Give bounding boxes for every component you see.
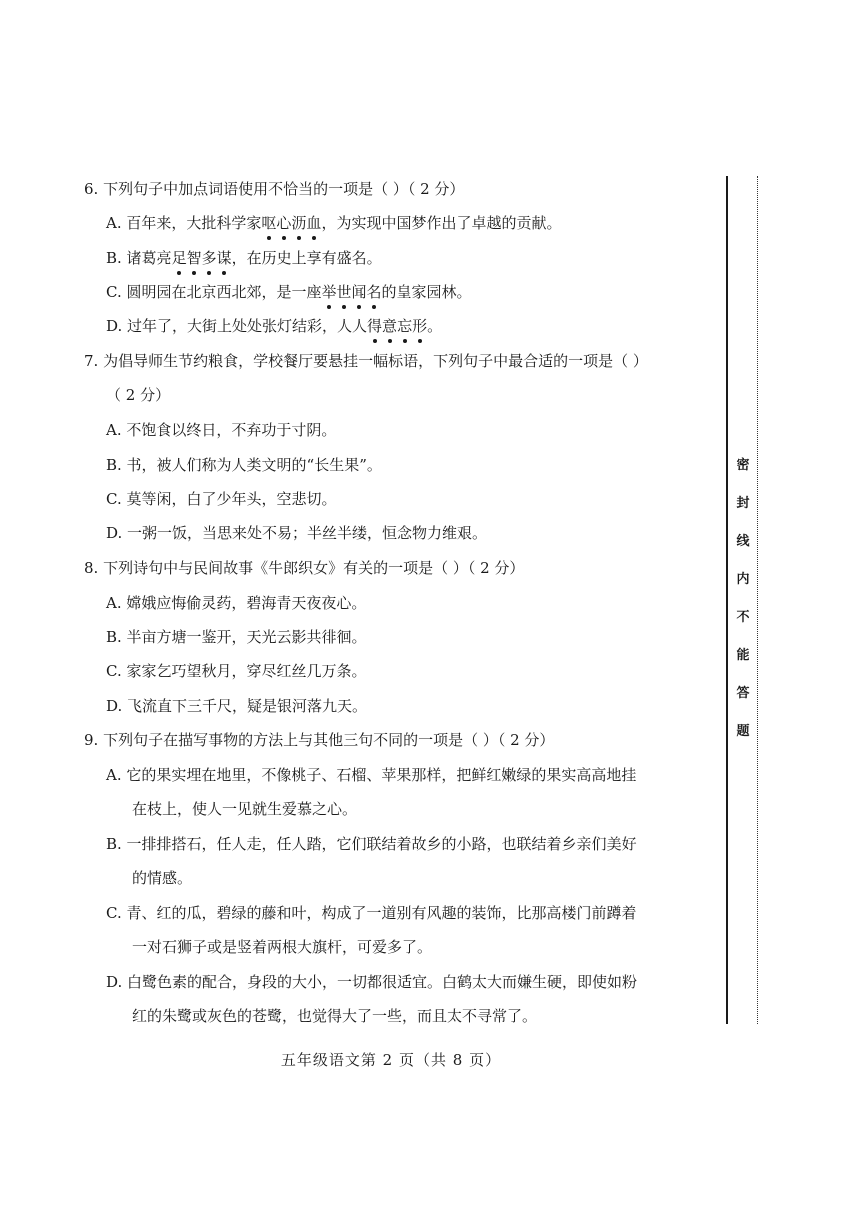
emphasis-dot-char: 多 xyxy=(201,249,217,267)
emphasized-phrase xyxy=(367,317,427,335)
seal-char: 封 xyxy=(736,496,750,511)
emphasis-dot-char: 形 xyxy=(412,317,428,335)
question-8-option-b: B. 半亩方塘一鉴开，天光云影共徘徊。 xyxy=(106,628,367,646)
seal-line-dotted xyxy=(757,176,758,1024)
page-footer: 五年级语文第 2 页（共 8 页） xyxy=(280,1051,502,1069)
question-9-option-c: C. 青、红的瓜，碧绿的藤和叶，构成了一道别有风趣的装饰，比那高楼门前蹲着 xyxy=(106,904,637,922)
question-7-option-b: B. 书，被人们称为人类文明的“长生果”。 xyxy=(106,456,382,474)
question-7-stem: 7. 为倡导师生节约粮食，学校餐厅要悬挂一幅标语，下列句子中最合适的一项是（ ） xyxy=(84,352,648,370)
seal-char: 密 xyxy=(736,458,750,473)
emphasis-dot-char: 闻 xyxy=(351,283,367,301)
question-6-option-c: C. 圆明园在北京西北郊，是一座举世闻名的皇家园林。 xyxy=(106,283,472,301)
seal-line-solid xyxy=(726,176,728,1024)
emphasized-phrase xyxy=(172,249,232,267)
question-8-stem: 8. 下列诗句中与民间故事《牛郎织女》有关的一项是（ ）（ 2 分） xyxy=(84,559,525,577)
emphasis-dot-char: 足 xyxy=(171,249,187,267)
question-9-option-d: D. 白鹭色素的配合，身段的大小，一切都很适宜。白鹤太大而嫌生硬，即使如粉 xyxy=(106,973,638,991)
question-9-option-b-cont: 的情感。 xyxy=(132,869,193,887)
emphasized-phrase xyxy=(261,214,321,232)
emphasis-dot-char: 得 xyxy=(367,317,383,335)
question-9-option-a-cont: 在枝上，使人一见就生爱慕之心。 xyxy=(132,800,358,818)
question-9-option-c-cont: 一对石狮子或是竖着两根大旗杆，可爱多了。 xyxy=(132,938,433,956)
emphasis-dot-char: 名 xyxy=(366,283,382,301)
seal-char: 不 xyxy=(736,610,750,625)
seal-char: 能 xyxy=(736,648,750,663)
question-9-option-d-cont: 红的朱鹭或灰色的苍鹭，也觉得大了一些，而且太不寻常了。 xyxy=(132,1007,538,1025)
question-7-stem-score: （ 2 分） xyxy=(106,386,171,404)
question-7-option-c: C. 莫等闲，白了少年头，空悲切。 xyxy=(106,490,337,508)
question-8-option-a: A. 嫦娥应悔偷灵药，碧海青天夜夜心。 xyxy=(106,594,367,612)
emphasis-dot-char: 智 xyxy=(186,249,202,267)
emphasis-dot-char: 谋 xyxy=(216,249,232,267)
question-8-option-d: D. 飞流直下三千尺，疑是银河落九天。 xyxy=(106,697,368,715)
emphasis-dot-char: 意 xyxy=(382,317,398,335)
emphasis-dot-char: 血 xyxy=(306,214,322,232)
seal-char: 内 xyxy=(736,572,750,587)
question-8-option-c: C. 家家乞巧望秋月，穿尽红丝几万条。 xyxy=(106,662,367,680)
emphasis-dot-char: 世 xyxy=(336,283,352,301)
question-9-option-b: B. 一排排搭石，任人走，任人踏，它们联结着故乡的小路，也联结着乡亲们美好 xyxy=(106,835,637,853)
question-6-option-b: B. 诸葛亮足智多谋，在历史上享有盛名。 xyxy=(106,249,382,267)
question-6-option-d: D. 过年了，大街上处处张灯结彩，人人得意忘形。 xyxy=(106,317,443,335)
emphasis-dot-char: 忘 xyxy=(397,317,413,335)
emphasis-dot-char: 举 xyxy=(321,283,337,301)
emphasis-dot-char: 沥 xyxy=(291,214,307,232)
question-9-option-a: A. 它的果实埋在地里，不像桃子、石榴、苹果那样，把鲜红嫩绿的果实高高地挂 xyxy=(106,766,637,784)
question-6-option-a: A. 百年来，大批科学家呕心沥血，为实现中国梦作出了卓越的贡献。 xyxy=(106,214,562,232)
seal-char: 答 xyxy=(736,686,750,701)
seal-char: 线 xyxy=(736,534,750,549)
emphasis-dot-char: 呕 xyxy=(261,214,277,232)
emphasis-dot-char: 心 xyxy=(276,214,292,232)
question-7-option-d: D. 一粥一饭，当思来处不易；半丝半缕，恒念物力维艰。 xyxy=(106,524,488,542)
question-9-stem: 9. 下列句子在描写事物的方法上与其他三句不同的一项是（ ）（ 2 分） xyxy=(84,731,555,749)
emphasized-phrase xyxy=(321,283,381,301)
question-7-option-a: A. 不饱食以终日，不弃功于寸阴。 xyxy=(106,421,337,439)
seal-char: 题 xyxy=(736,724,750,739)
question-6-stem: 6. 下列句子中加点词语使用不恰当的一项是（ ）（ 2 分） xyxy=(84,180,465,198)
